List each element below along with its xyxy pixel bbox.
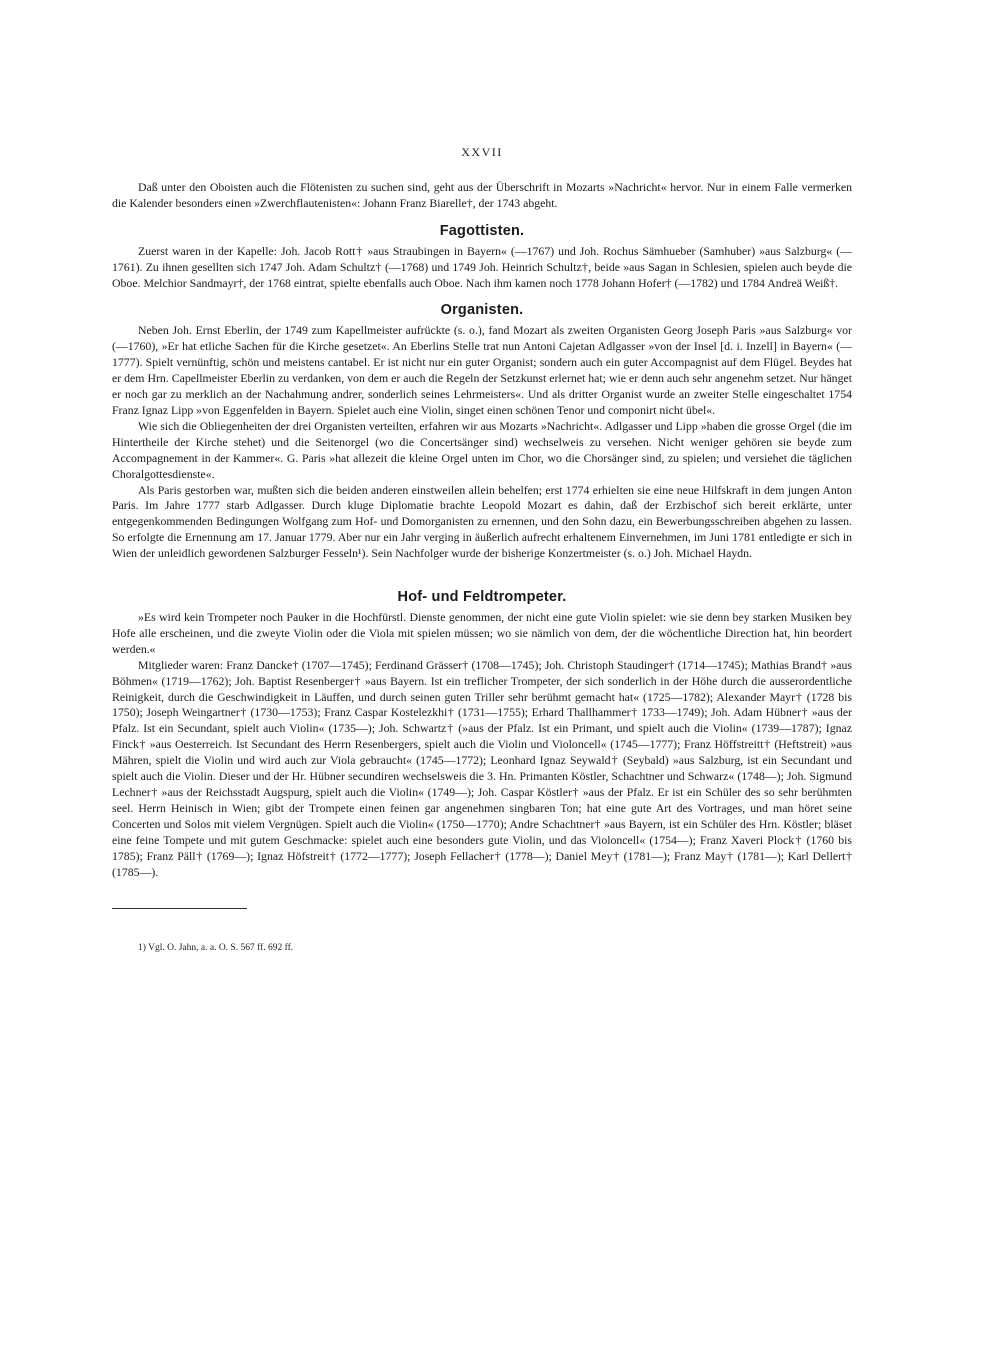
organisten-paragraph-2: Wie sich die Obliegenheiten der drei Organisten verteilten, erfahren wir aus Mozarts »Nachricht«. Adlgasser und Lipp »haben die grosse Orgel (die im Hintertheile der Kirche stehet) und die Seitenorgel (wo die Concertsänger sind) wechselweis zu versehen. Nicht weniger gehören sie beyde zum Accompagnement in der Kammer«. G. Paris »hat allezeit die kleine Orgel unten im Chor, wo die Chorsänger sind, zu spielen; und versiehet die täglichen Choralgottesdienste«. [112, 418, 852, 481]
fagottisten-paragraph: Zuerst waren in der Kapelle: Joh. Jacob Rott† »aus Straubingen in Bayern« (—1767) und Joh. Rochus Sämhueber (Samhuber) »aus Salzburg« (—1761). Zu ihnen gesellten sich 1747 Joh. Adam Schultz† (—1768) und 1749 Joh. Heinrich Schultz†, beide »aus Sagan in Schlesien, spielen auch beyde die Oboe. Melchior Sandmayr†, der 1768 eintrat, spielte ebenfalls auch Oboe. Nach ihm kamen noch 1778 Johann Hofer† (—1782) und 1784 Andreä Weiß†. [112, 243, 852, 290]
page-number: XXVII [461, 145, 503, 159]
footnote-divider [112, 908, 247, 909]
footnote: 1) Vgl. O. Jahn, a. a. O. S. 567 ff. 692 ff. [138, 943, 294, 954]
organisten-paragraph-3: Als Paris gestorben war, mußten sich die beiden anderen einstweilen allein behelfen; erst 1774 erhielten sie eine neue Hilfskraft in dem jungen Anton Paris. Im Jahre 1777 starb Adlgasser. Durch kluge Diplomatie brachte Leopold Mozart es dahin, daß der Erzbischof sich bereit erklärte, unter entgegenkommenden Bedingungen Wolfgang zum Hof- und Domorganisten zu ernennen, und den Sohn dazu, ein Bewerbungsschreiben abgehen zu lassen. So erfolgte die Ernennung am 17. Januar 1779. Aber nur ein Jahr verging in äußerlich aufrecht erhaltenem Einvernehmen, im Juni 1781 entledigte er sich in Wien der unleidlich gewordenen Salzburger Fesseln¹). Sein Nachfolger wurde der bisherige Konzertmeister (s. o.) Joh. Michael Haydn. [112, 482, 852, 561]
heading-trompeter: Hof- und Feldtrompeter. [397, 589, 567, 606]
organisten-paragraph-1: Neben Joh. Ernst Eberlin, der 1749 zum Kapellmeister aufrückte (s. o.), fand Mozart als zweiten Organisten Georg Joseph Paris »aus Salzburg« vor (—1760), »Er hat etliche Sachen für die Kirche gesetzet«. An Eberlins Stelle trat nun Antoni Cajetan Adlgasser »von der Insel [d. i. Inzell] in Bayern« (—1777). Spielt vernünftig, schön und meistens cantabel. Er ist nicht nur ein guter Organist; sondern auch ein guter Accompagnist auf dem Flügel. Beydes hat er dem Hrn. Capellmeister Eberlin zu verdanken, von dem er auch die Regeln der Setzkunst erlernet hat; wie er denn auch sehr angenehm setzet. Nur hänget er noch gar zu merklich an der Nachahmung andrer, sonderlich seines Lehrmeisters«. Und als dritter Organist wurde an zweiter Stelle eingeschaltet 1754 Franz Ignaz Lipp »von Eggenfelden in Bayern. Spielet auch eine Violin, singet einen schönen Tenor und componirt nicht übel«. [112, 323, 852, 417]
intro-paragraph: Daß unter den Oboisten auch die Flötenisten zu suchen sind, geht aus der Überschrift in Mozarts »Nachricht« hervor. Nur in einem Falle vermerken die Kalender besonders einen »Zwerchflautenisten«: Johann Franz Biarelle†, der 1743 abgeht. [112, 179, 852, 210]
trompeter-paragraph-2: Mitglieder waren: Franz Dancke† (1707—1745); Ferdinand Grässer† (1708—1745); Joh. Christoph Staudinger† (1714—1745); Mathias Brand† »aus Böhmen« (1719—1762); Joh. Baptist Resenberger† »aus Bayern. Ist ein treflicher Trompeter, der sich sonderlich in der Höhe durch die ausserordentliche Reinigkeit, durch die Geschwindigkeit in Läuffen, und durch seinen guten Triller sehr berühmt gemacht hat« (1725—1782); Alexander Mayr† (1728 bis 1750); Joseph Weingartner† (1730—1753); Franz Caspar Kostelezkhi† (1731—1755); Erhard Thallhammer† 1733—1749); Joh. Adam Hübner† »aus der Pfalz. Ist ein Secundant, spielt auch Violin« (1735—); Joh. Schwartz† (»aus der Pfalz. Ist ein Primant, und spielt auch die Violin« (1739—1787); Ignaz Finck† »aus Oesterreich. Ist Secundant des Herrn Resenbergers, spielt auch die Violin und Violoncell« (1745—1777); Franz Höffstreitt† (Heftstreit) »aus Mähren, spielt die Violin und wird auch zur Viola gebraucht« (1745—1772); Leonhard Ignaz Seywald† (Seybald) »aus Salzburg, ist ein Secundant und spielt auch die Violin. Dieser und der Hr. Hübner secundiren wechselsweis die 3. Hn. Primanten Köstler, Schachtner und Schwarz« (1748—); Joh. Sigmund Lechner† »aus der Reichsstadt Augspurg, spielt auch die Violin« (1749—); Joh. Caspar Köstler† »aus der Pfalz. Er ist ein Schüler des so sehr berühmten seel. Herrn Heinisch in Wien; gibt der Trompete einen feinen gar angenehmen singbaren Ton; hat eine gute Art des Vortrages, und man höret seine Concerten und Solos mit vielem Vergnügen. Spielt auch die Violin« (1750—1770); Andre Schachtner† »aus Bayern, ist ein Schüler des Hrn. Köstler; bläset eine feine Tompete und mit gutem Geschmacke: spielet auch eine besonders gute Violin, und das Violoncell« (1754—); Franz Xaveri Plock† (1760 bis 1785); Franz Päll† (1769—); Ignaz Höfstreit† (1772—1777); Joseph Fellacher† (1778—); Daniel Mey† (1781—); Franz May† (1781—); Karl Dellert† (1785—). [112, 657, 852, 879]
heading-fagottisten: Fagottisten. [439, 222, 525, 239]
heading-organisten: Organisten. [440, 302, 524, 319]
trompeter-paragraph-1: »Es wird kein Trompeter noch Pauker in die Hochfürstl. Dienste genommen, der nicht eine gute Violin spielet: wie sie denn bey starken Musiken bey Hofe alle erscheinen, und die zweyte Violin oder die Viola mit spielen müssen; wo sie nämlich von dem, der die wöchentliche Direction hat, hin beordert werden.« [112, 610, 852, 656]
